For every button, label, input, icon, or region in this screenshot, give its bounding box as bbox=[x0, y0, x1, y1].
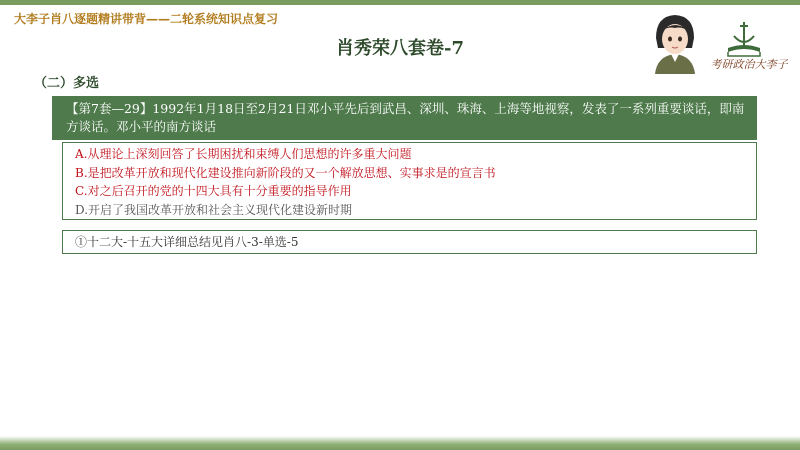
option-b: B.是把改革开放和现代化建设推向新阶段的又一个解放思想、实事求是的宣言书 bbox=[75, 165, 496, 180]
avatar bbox=[652, 12, 698, 74]
option-d: D.开启了我国改革开放和社会主义现代化建设新时期 bbox=[75, 202, 353, 217]
series-title: 大李子肖八逐题精讲带背——二轮系统知识点复习 bbox=[14, 12, 279, 26]
slide-title: 肖秀荣八套卷-7 bbox=[336, 38, 464, 59]
brand-logo-text: 考研政治大李子 bbox=[710, 58, 788, 71]
note-box bbox=[62, 230, 757, 254]
bottom-accent-bar bbox=[0, 436, 800, 450]
question-box bbox=[52, 96, 757, 140]
option-c: C.对之后召开的党的十四大具有十分重要的指导作用 bbox=[75, 184, 352, 198]
options-box bbox=[62, 142, 757, 220]
note-text: ①十二大-十五大详细总结见肖八-3-单选-5 bbox=[75, 235, 299, 249]
section-label: （二）多选 bbox=[34, 76, 100, 91]
top-accent-bar bbox=[0, 0, 800, 5]
option-a: A.从理论上深刻回答了长期困扰和束缚人们思想的许多重大问题 bbox=[75, 147, 412, 161]
question-text: 【第7套—29】1992年1月18日至2月21日邓小平先后到武昌、深圳、珠海、上海等地视察，发表了一系列重要谈话，即南方谈话。邓小平的南方谈话 bbox=[66, 101, 745, 134]
